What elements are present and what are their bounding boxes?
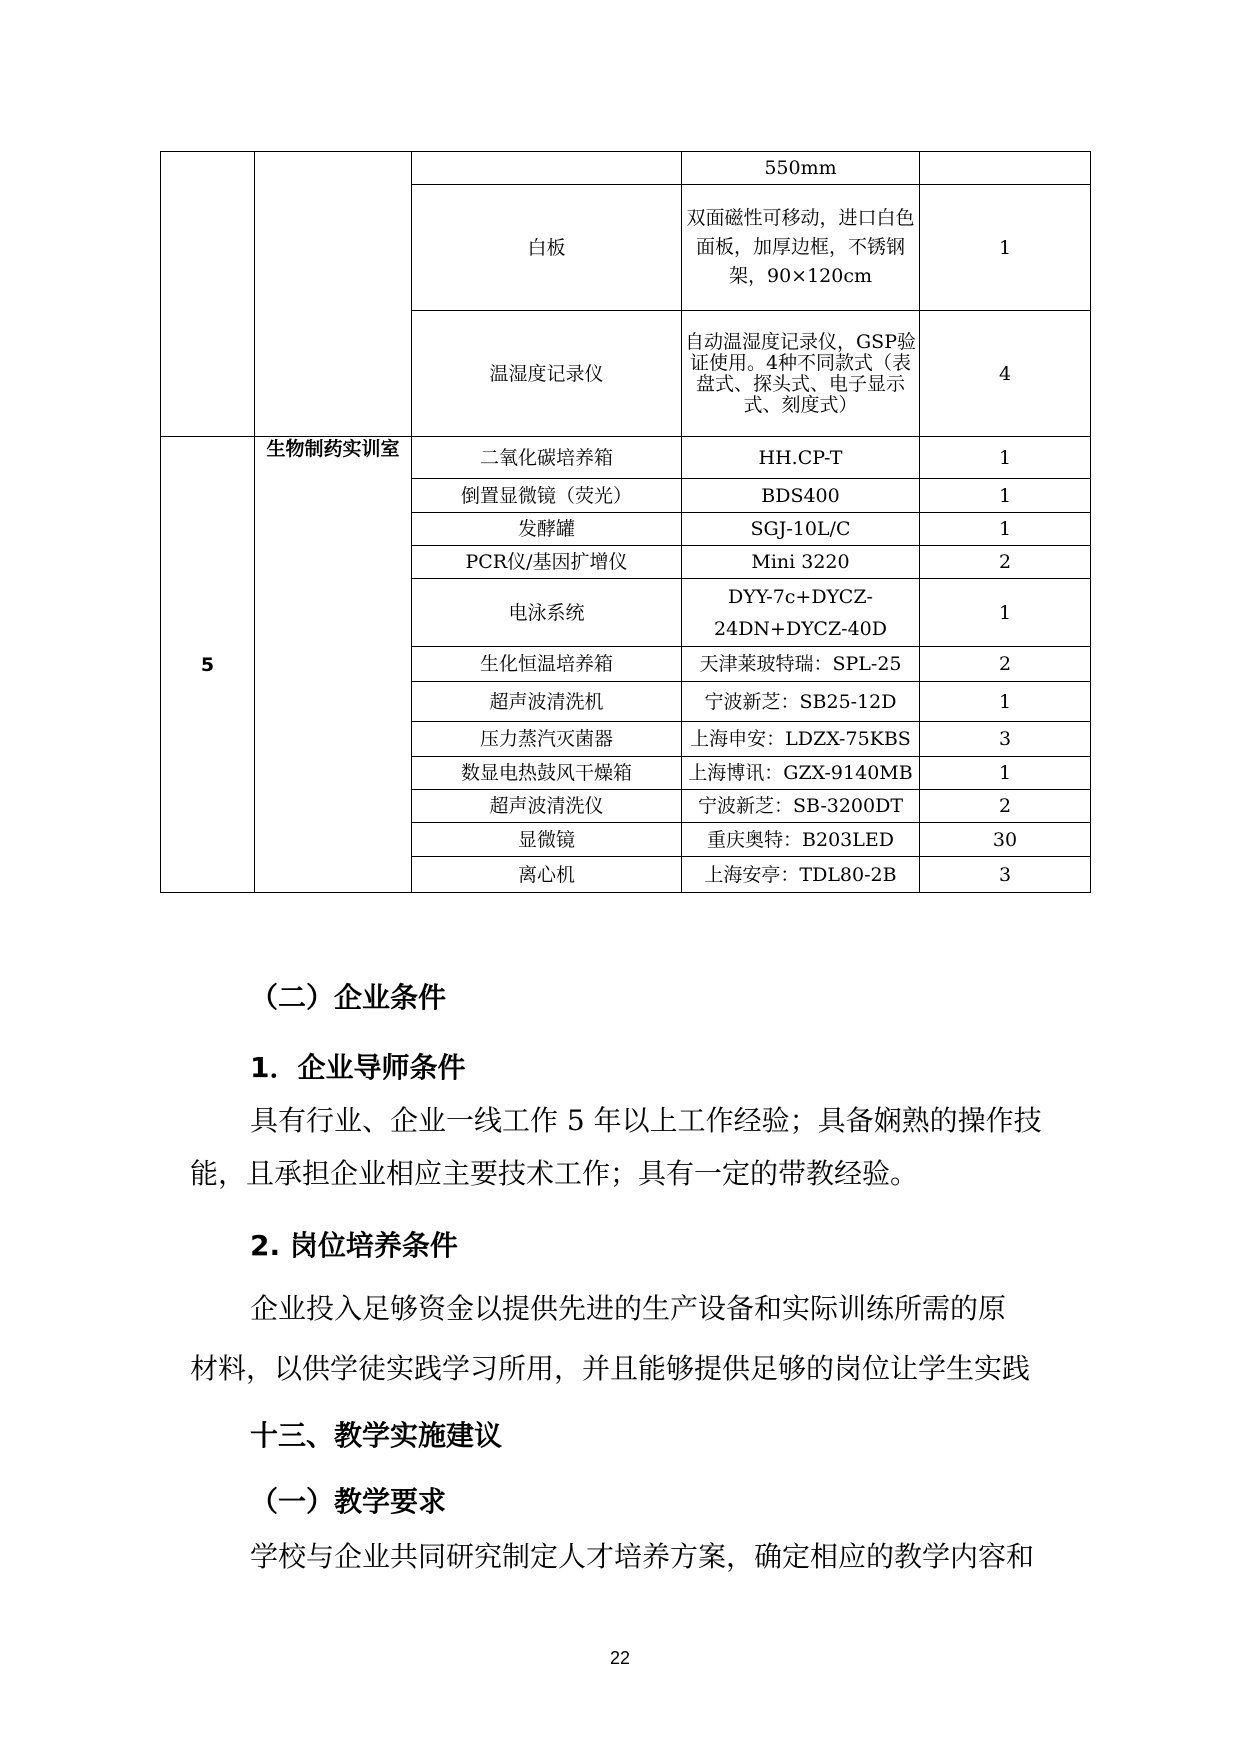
table-row [161,152,1091,185]
cell-name: 超声波清洗机 [412,682,682,722]
cell-qty: 2 [920,546,1091,579]
paragraph-line: 具有行业、企业一线工作 5 年以上工作经验；具备娴熟的操作技 [250,1104,1042,1137]
paragraph-line: 企业投入足够资金以提供先进的生产设备和实际训练所需的原 [250,1292,1007,1325]
cell-name: 发酵罐 [412,513,682,546]
cell-qty: 3 [920,857,1091,893]
cell-spec: SGJ-10L/C [682,513,920,546]
paragraph-line: 材料，以供学徒实践学习所用，并且能够提供足够的岗位让学生实践 [190,1352,1031,1385]
cell-qty: 2 [920,647,1091,682]
cell-name: 温湿度记录仪 [412,311,682,437]
section-heading-teaching: （一）教学要求 [250,1485,447,1518]
room-name: 生物制药实训室 [266,438,400,460]
cell-room [255,437,412,893]
chapter-heading: 十三、教学实施建议 [250,1419,503,1452]
cell-spec: 上海安亭：TDL80-2B [682,857,920,893]
cell-qty: 1 [920,579,1091,647]
paragraph-line: 能，且承担企业相应主要技术工作；具有一定的带教经验。 [190,1157,919,1190]
cell-spec: Mini 3220 [682,546,920,579]
section-heading-enterprise: （二）企业条件 [250,981,447,1014]
table-row [161,437,1091,479]
cell-spec: 宁波新芝：SB25-12D [682,682,920,722]
cell-spec: 天津莱玻特瑞：SPL-25 [682,647,920,682]
subheading-position: 2. 岗位培养条件 [250,1229,458,1262]
cell-qty: 30 [920,823,1091,857]
cell-qty: 1 [920,437,1091,479]
cell-name: PCR仪/基因扩增仪 [412,546,682,579]
cell-qty [920,152,1091,185]
cell-qty: 1 [920,479,1091,513]
equipment-table [160,151,1091,893]
cell-name: 电泳系统 [412,579,682,647]
cell-spec: DYY-7c+DYCZ-24DN+DYCZ-40D [682,579,920,647]
cell-spec: HH.CP-T [682,437,920,479]
cell-qty: 4 [920,311,1091,437]
subheading-mentor: 1．企业导师条件 [250,1051,466,1084]
cell-spec: 双面磁性可移动，进口白色面板，加厚边框，不锈钢架，90×120cm [682,185,920,311]
cell-name: 白板 [412,185,682,311]
cell-name: 生化恒温培养箱 [412,647,682,682]
cell-name: 倒置显微镜（荧光） [412,479,682,513]
cell-room [255,152,412,437]
cell-spec: 自动温湿度记录仪，GSP验证使用。4种不同款式（表盘式、探头式、电子显示式、刻度式） [682,311,920,437]
cell-qty: 3 [920,722,1091,757]
page-number: 22 [609,1648,631,1668]
paragraph-line: 学校与企业共同研究制定人才培养方案，确定相应的教学内容和 [250,1540,1035,1573]
cell-qty: 1 [920,682,1091,722]
cell-name: 超声波清洗仪 [412,790,682,823]
cell-qty: 1 [920,513,1091,546]
cell-name: 离心机 [412,857,682,893]
cell-spec: 宁波新芝：SB-3200DT [682,790,920,823]
cell-spec: 550mm [682,152,920,185]
cell-name: 压力蒸汽灭菌器 [412,722,682,757]
cell-qty: 1 [920,185,1091,311]
cell-spec: 上海申安：LDZX-75KBS [682,722,920,757]
cell-spec: 上海博讯：GZX-9140MB [682,757,920,790]
cell-name [412,152,682,185]
cell-no: 5 [161,437,255,893]
cell-name: 数显电热鼓风干燥箱 [412,757,682,790]
cell-spec: BDS400 [682,479,920,513]
cell-qty: 1 [920,757,1091,790]
cell-name: 二氧化碳培养箱 [412,437,682,479]
cell-name: 显微镜 [412,823,682,857]
cell-no [161,152,255,437]
cell-qty: 2 [920,790,1091,823]
cell-spec: 重庆奥特：B203LED [682,823,920,857]
